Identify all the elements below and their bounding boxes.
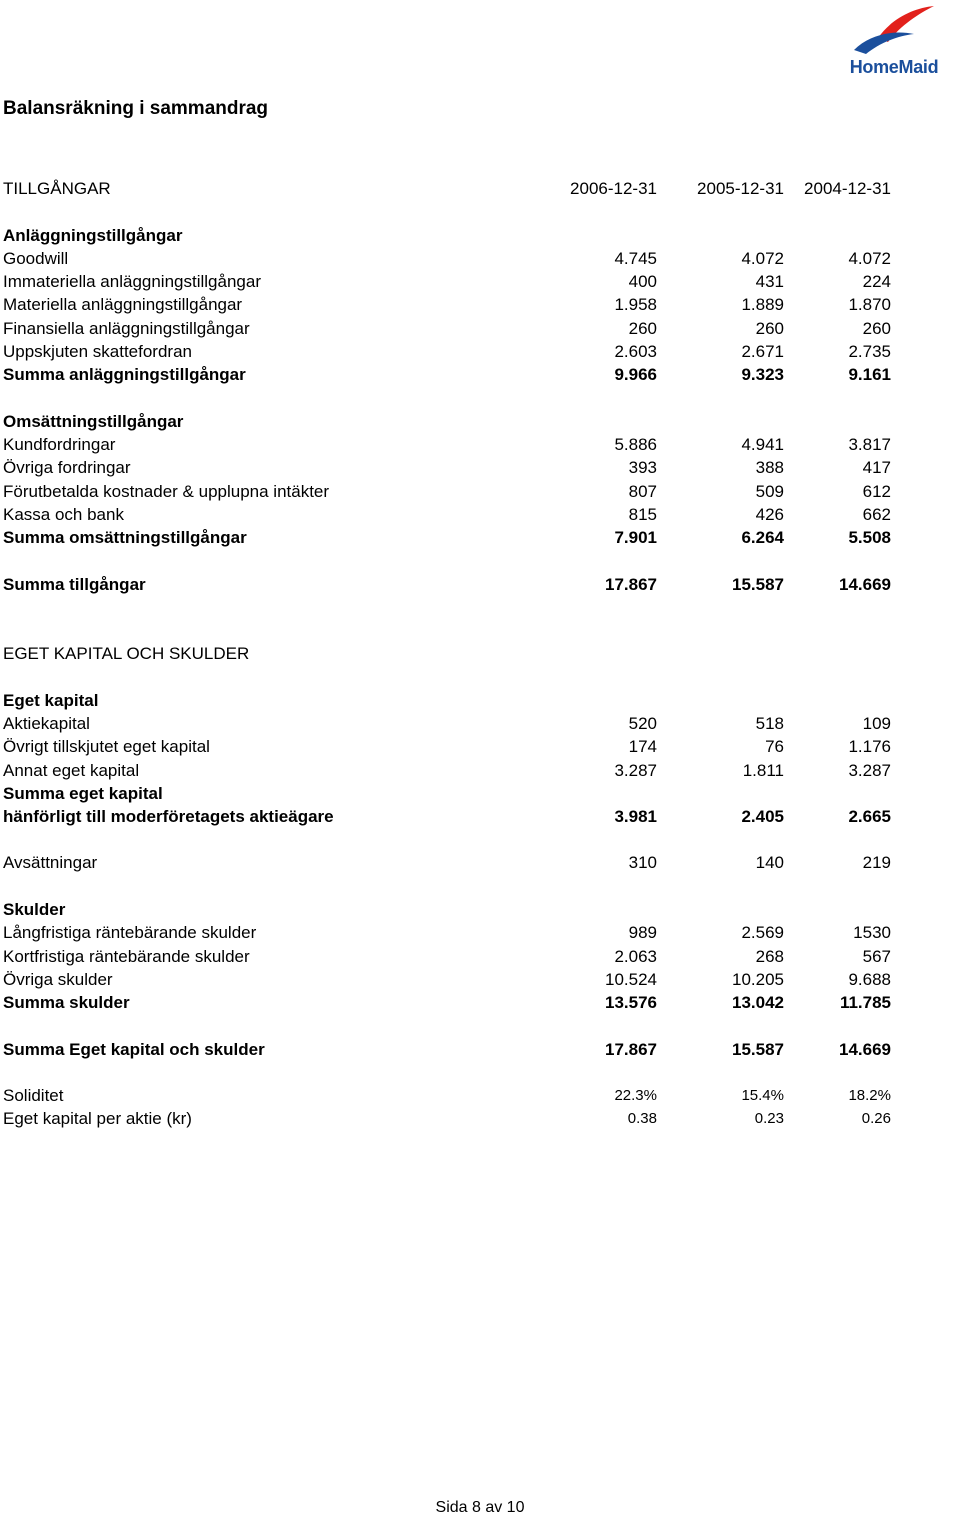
row-value-col1: 22.3% <box>614 1087 657 1104</box>
row-label: Kassa och bank <box>3 505 124 524</box>
row-value-col2: 0.23 <box>754 1110 784 1127</box>
row-value-col1: 520 <box>628 714 657 733</box>
row-label: Omsättningstillgångar <box>3 412 184 431</box>
row-value-col2: 140 <box>755 853 784 872</box>
row-label: Immateriella anläggningstillgångar <box>3 272 261 291</box>
table-row <box>0 317 960 340</box>
row-value-col1: 5.886 <box>614 435 657 454</box>
row-value-col1: 2006-12-31 <box>570 179 657 198</box>
row-value-col2: 6.264 <box>741 528 784 547</box>
row-label: Annat eget kapital <box>3 761 140 780</box>
row-value-col3: 109 <box>862 714 891 733</box>
row-value-col1: 2.063 <box>614 947 657 966</box>
row-value-col3: 1530 <box>853 923 891 942</box>
table-row <box>0 945 960 968</box>
row-label: Summa tillgångar <box>3 575 146 594</box>
table-row <box>0 968 960 991</box>
row-value-col3: 18.2% <box>848 1087 891 1104</box>
row-value-col2: 260 <box>755 319 784 338</box>
table-row <box>0 1084 960 1107</box>
table-row <box>0 293 960 316</box>
row-value-col2: 2.405 <box>741 807 784 826</box>
table-row <box>0 526 960 549</box>
table-row <box>0 410 960 433</box>
row-label: Summa skulder <box>3 993 130 1012</box>
row-value-col3: 662 <box>862 505 891 524</box>
row-label: Eget kapital <box>3 691 99 710</box>
row-label: Övriga fordringar <box>3 458 131 477</box>
row-value-col3: 3.287 <box>848 761 891 780</box>
row-value-col3: 14.669 <box>839 1040 891 1059</box>
table-row <box>0 898 960 921</box>
page-footer: Sida 8 av 10 <box>435 1499 525 1516</box>
row-value-col2: 76 <box>765 737 784 756</box>
table-row <box>0 642 960 665</box>
row-label: Kundfordringar <box>3 435 116 454</box>
row-label: Övrigt tillskjutet eget kapital <box>3 737 210 756</box>
row-label: TILLGÅNGAR <box>3 179 111 198</box>
row-value-col1: 0.38 <box>627 1110 657 1127</box>
row-value-col1: 7.901 <box>614 528 657 547</box>
row-value-col2: 426 <box>755 505 784 524</box>
table-row <box>0 851 960 874</box>
row-value-col3: 2.665 <box>848 807 891 826</box>
row-value-col2: 431 <box>755 272 784 291</box>
row-value-col3: 612 <box>862 482 891 501</box>
row-value-col3: 2004-12-31 <box>804 179 891 198</box>
row-value-col2: 1.811 <box>742 761 784 780</box>
table-row <box>0 689 960 712</box>
table-row <box>0 247 960 270</box>
table-row <box>0 991 960 1014</box>
row-label: Uppskjuten skattefordran <box>3 342 192 361</box>
row-value-col1: 393 <box>628 458 657 477</box>
table-row <box>0 1038 960 1061</box>
row-label: hänförligt till moderföretagets aktieägare <box>3 807 334 826</box>
row-label: Finansiella anläggningstillgångar <box>3 319 250 338</box>
row-value-col2: 509 <box>755 482 784 501</box>
row-value-col3: 1.870 <box>848 295 891 314</box>
homemaid-logo-icon <box>848 4 940 56</box>
row-value-col3: 9.688 <box>848 970 891 989</box>
homemaid-logo <box>842 4 946 80</box>
row-value-col2: 1.889 <box>741 295 784 314</box>
row-value-col1: 260 <box>628 319 657 338</box>
row-value-col3: 9.161 <box>848 365 891 384</box>
table-row <box>0 433 960 456</box>
table-row <box>0 480 960 503</box>
row-value-col1: 807 <box>628 482 657 501</box>
row-value-col1: 17.867 <box>605 1040 657 1059</box>
table-row <box>0 712 960 735</box>
row-label: Soliditet <box>3 1086 64 1105</box>
row-value-col1: 2.603 <box>614 342 657 361</box>
row-value-col1: 400 <box>628 272 657 291</box>
row-value-col3: 417 <box>862 458 891 477</box>
row-value-col3: 5.508 <box>848 528 891 547</box>
row-value-col1: 13.576 <box>605 993 657 1012</box>
row-label: Summa anläggningstillgångar <box>3 365 246 384</box>
row-value-col3: 1.176 <box>848 737 891 756</box>
row-value-col1: 1.958 <box>614 295 657 314</box>
table-row <box>0 224 960 247</box>
row-value-col2: 2.671 <box>741 342 784 361</box>
row-value-col2: 15.587 <box>732 575 784 594</box>
row-value-col3: 11.785 <box>839 993 891 1012</box>
table-row <box>0 805 960 828</box>
row-value-col2: 4.072 <box>741 249 784 268</box>
row-value-col3: 2.735 <box>848 342 891 361</box>
table-row <box>0 177 960 200</box>
row-label: Aktiekapital <box>3 714 90 733</box>
row-value-col3: 219 <box>862 853 891 872</box>
logo-text: HomeMaid <box>849 57 939 77</box>
row-value-col3: 224 <box>862 272 891 291</box>
row-value-col3: 260 <box>862 319 891 338</box>
table-row <box>0 456 960 479</box>
row-value-col2: 9.323 <box>741 365 784 384</box>
row-label: Förutbetalda kostnader & upplupna intäkter <box>3 482 330 501</box>
row-label: Övriga skulder <box>3 970 113 989</box>
row-value-col3: 567 <box>862 947 891 966</box>
row-value-col2: 388 <box>755 458 784 477</box>
row-value-col2: 2005-12-31 <box>697 179 784 198</box>
row-label: Summa Eget kapital och skulder <box>3 1040 265 1059</box>
table-row <box>0 573 960 596</box>
row-value-col1: 3.287 <box>614 761 657 780</box>
table-row <box>0 921 960 944</box>
row-value-col2: 15.4% <box>741 1087 784 1104</box>
row-value-col1: 989 <box>628 923 657 942</box>
table-row <box>0 1107 960 1130</box>
row-value-col1: 4.745 <box>614 249 657 268</box>
table-row <box>0 782 960 805</box>
row-value-col3: 4.072 <box>848 249 891 268</box>
row-value-col1: 174 <box>628 737 657 756</box>
row-label: Kortfristiga räntebärande skulder <box>3 947 250 966</box>
row-value-col1: 9.966 <box>614 365 657 384</box>
row-label: Eget kapital per aktie (kr) <box>3 1109 192 1128</box>
row-value-col3: 3.817 <box>848 435 891 454</box>
table-row <box>0 270 960 293</box>
row-value-col2: 10.205 <box>732 970 784 989</box>
row-value-col1: 310 <box>628 853 657 872</box>
row-label: Summa eget kapital <box>3 784 163 803</box>
row-value-col2: 268 <box>755 947 784 966</box>
table-row <box>0 340 960 363</box>
row-label: Anläggningstillgångar <box>3 226 183 245</box>
row-value-col1: 815 <box>628 505 657 524</box>
table-row <box>0 735 960 758</box>
row-value-col3: 0.26 <box>861 1110 891 1127</box>
row-label: Summa omsättningstillgångar <box>3 528 247 547</box>
page-title: Balansräkning i sammandrag <box>3 98 269 119</box>
row-label: Skulder <box>3 900 66 919</box>
row-value-col2: 13.042 <box>732 993 784 1012</box>
row-value-col2: 4.941 <box>741 435 784 454</box>
row-label: Avsättningar <box>3 853 98 872</box>
row-value-col1: 10.524 <box>605 970 657 989</box>
row-value-col1: 3.981 <box>614 807 657 826</box>
row-label: Långfristiga räntebärande skulder <box>3 923 257 942</box>
row-value-col2: 2.569 <box>741 923 784 942</box>
row-label: EGET KAPITAL OCH SKULDER <box>3 644 250 663</box>
table-row <box>0 503 960 526</box>
table-row <box>0 759 960 782</box>
row-value-col2: 15.587 <box>732 1040 784 1059</box>
row-value-col2: 518 <box>755 714 784 733</box>
row-label: Goodwill <box>3 249 69 268</box>
row-value-col1: 17.867 <box>605 575 657 594</box>
row-label: Materiella anläggningstillgångar <box>3 295 243 314</box>
table-row <box>0 363 960 386</box>
row-value-col3: 14.669 <box>839 575 891 594</box>
